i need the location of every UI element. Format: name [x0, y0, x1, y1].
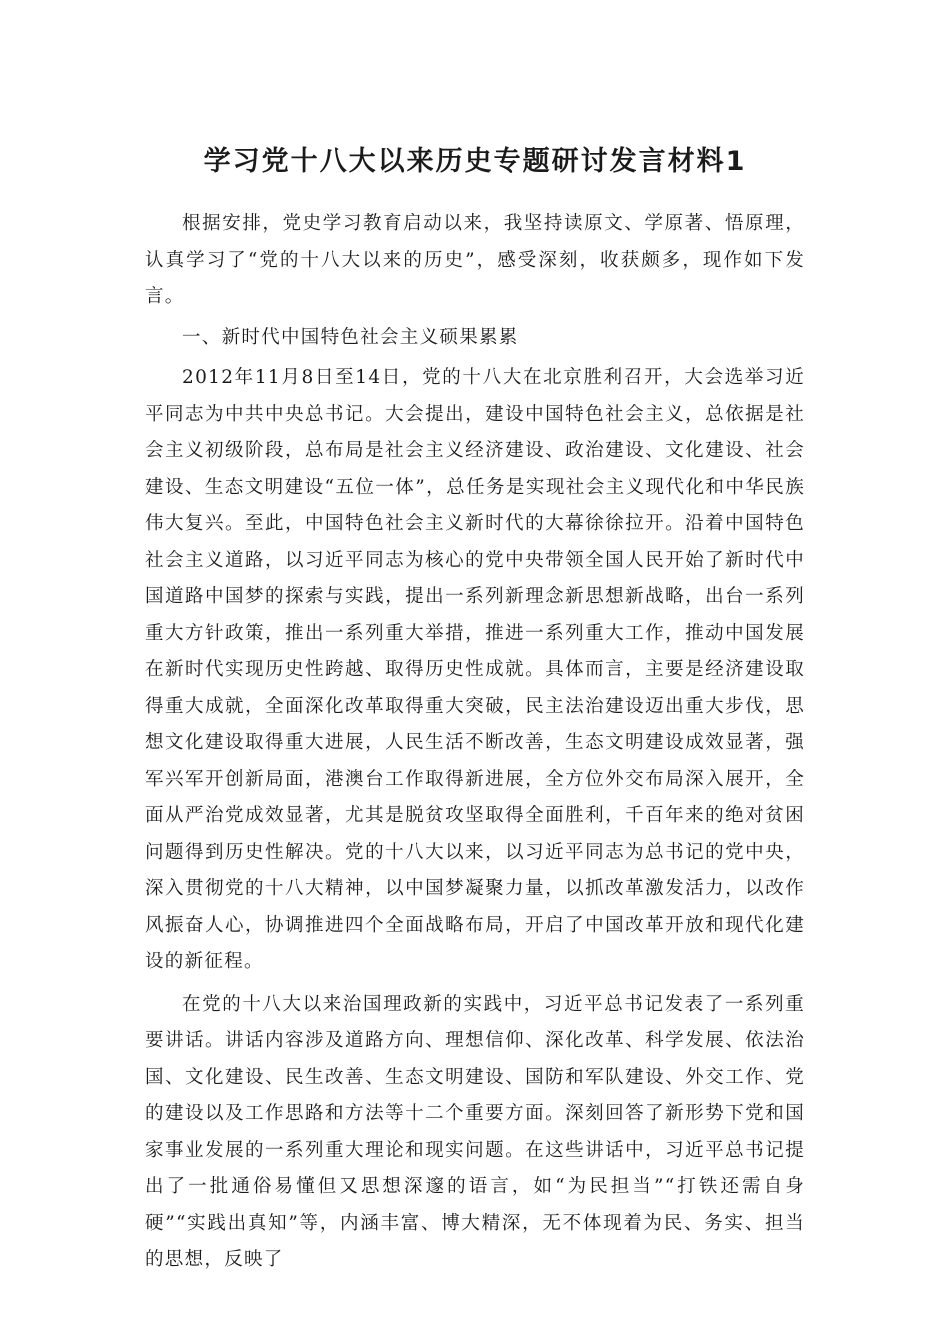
document-title: 学习党十八大以来历史专题研讨发言材料1: [203, 146, 747, 177]
body-paragraph: 在党的十八大以来治国理政新的实践中，习近平总书记发表了一系列重要讲话。讲话内容涉及道路方向、理想信仰、深化改革、科学发展、依法治国、文化建设、民生改善、生态文明建设、国防和军队建设、外交工作、党的建设以及工作思路和方法等十二个重要方面。深刻回答了新形势下党和国家事业发展的一系列重大理论和现实问题。在这些讲话中，习近平总书记提出了一批通俗易懂但又思想深邃的语言，如“为民担当”“打铁还需自身硬”“实践出真知”等，内涵丰富、博大精深，无不体现着为民、务实、担当的思想，反映了: [145, 993, 805, 1270]
document-body: [145, 206, 805, 1279]
body-paragraph: 2012年11月8日至14日，党的十八大在北京胜利召开，大会选举习近平同志为中共中央总书记。大会提出，建设中国特色社会主义，总依据是社会主义初级阶段，总布局是社会主义经济建设、政治建设、文化建设、社会建设、生态文明建设“五位一体”，总任务是实现社会主义现代化和中华民族伟大复兴。至此，中国特色社会主义新时代的大幕徐徐拉开。沿着中国特色社会主义道路，以习近平同志为核心的党中央带领全国人民开始了新时代中国道路中国梦的探索与实践，提出一系列新理念新思想新战略，出台一系列重大方针政策，推出一系列重大举措，推进一系列重大工作，推动中国发展在新时代实现历史性跨越、取得历史性成就。具体而言，主要是经济建设取得重大成就，全面深化改革取得重大突破，民主法治建设迈出重大步伐，思想文化建设取得重大进展，人民生活不断改善，生态文明建设成效显著，强军兴军开创新局面，港澳台工作取得新进展，全方位外交布局深入展开，全面从严治党成效显著，尤其是脱贫攻坚取得全面胜利，千百年来的绝对贫困问题得到历史性解决。党的十八大以来，以习近平同志为总书记的党中央，深入贯彻党的十八大精神，以中国梦凝聚力量，以抓改革激发活力，以改作风振奋人心，协调推进四个全面战略布局，开启了中国改革开放和现代化建设的新征程。: [145, 367, 805, 972]
intro-paragraph: 根据安排，党史学习教育启动以来，我坚持读原文、学原著、悟原理，认真学习了“党的十八大以来的历史”，感受深刻，收获颇多，现作如下发言。: [145, 213, 805, 307]
section-heading: 一、新时代中国特色社会主义硕果累累: [182, 326, 519, 348]
